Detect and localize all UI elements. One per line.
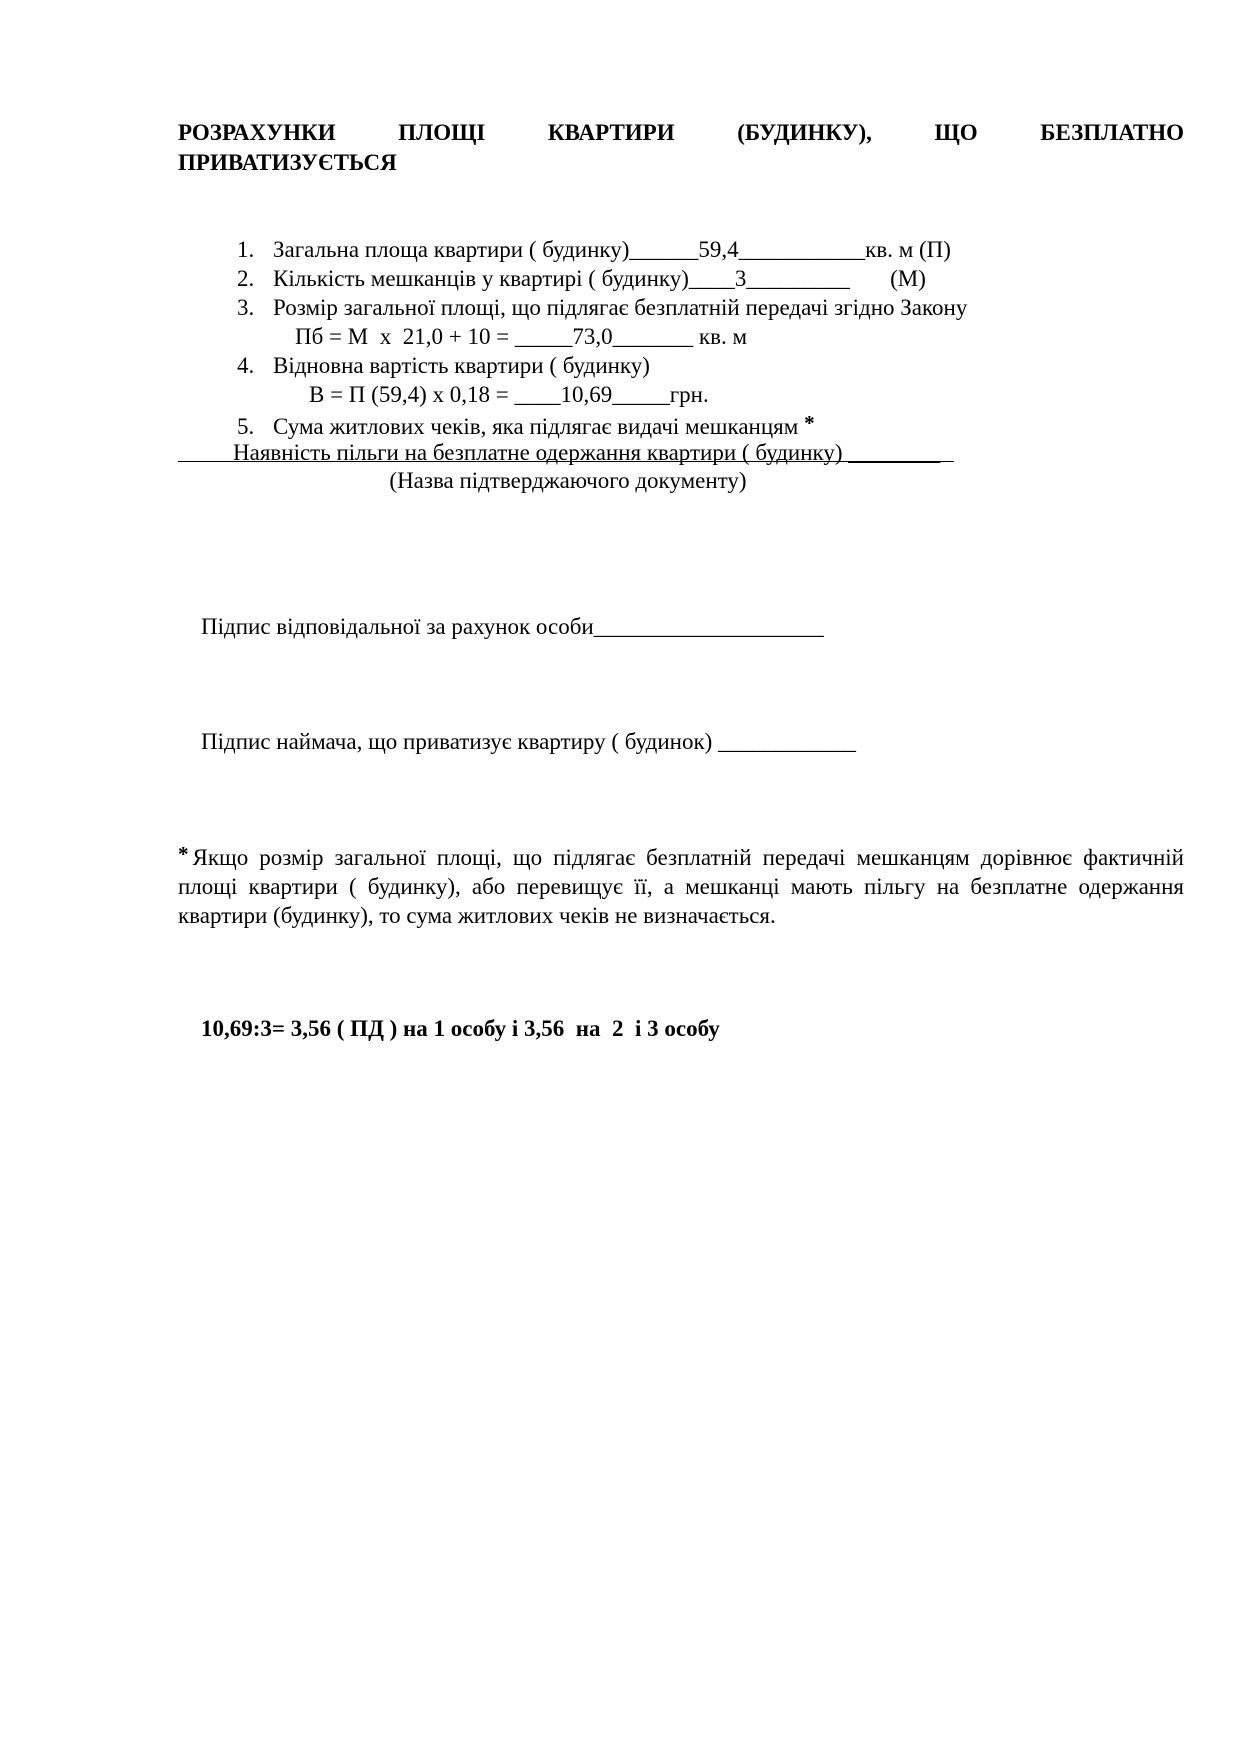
calculation-line [178, 985, 720, 1072]
footnote-text: Якщо розмір загальної площі, що підлягає безплатній передачі мешканцям дорівнює фактичній площі квартири ( будинку), або перевищує її, а мешканці мають пільгу на безплатне одержання квартири (будинку), то сума житлових чеків не визначається. [178, 845, 1184, 928]
document-title [178, 118, 1184, 178]
calculation-text: 10,69:3= 3,56 ( ПД ) на 1 особу і 3,56 на 2 і 3 особу [201, 1016, 720, 1041]
item-5-text: Сума житлових чеків, яка підлягає видачі мешканцям [273, 414, 805, 439]
signature-responsible [178, 583, 824, 670]
document-name-rule [178, 461, 954, 462]
item-1-text: Загальна площа квартири ( будинку)______59,4___________кв. м (П) [273, 237, 951, 262]
item-2-number: 2. [237, 266, 255, 291]
item-5-number: 5. [237, 414, 255, 439]
benefit-line-text: Наявність пільги на безплатне одержання квартири ( будинку) ________ [233, 440, 941, 465]
signature-responsible-text: Підпис відповідальної за рахунок особи____________________ [201, 614, 824, 639]
signature-tenant [178, 698, 856, 785]
title-line-1: РОЗРАХУНКИ ПЛОЩІ КВАРТИРИ (БУДИНКУ), ЩО БЕЗПЛАТНО [178, 120, 1184, 145]
footnote-marker: * [178, 842, 189, 866]
signature-tenant-text: Підпис наймача, що приватизує квартиру ( будинок) ____________ [201, 729, 857, 754]
item-1-number: 1. [237, 237, 255, 262]
item-4-text: Відновна вартість квартири ( будинку) [273, 353, 650, 378]
item-3-formula-text: Пб = М х 21,0 + 10 = _____73,0_______ кв. м [295, 324, 748, 349]
item-5-footnote-marker: * [804, 411, 815, 435]
document-name-caption: (Назва підтверджаючого документу) [389, 468, 747, 493]
title-line-2: ПРИВАТИЗУЄТЬСЯ [178, 150, 397, 175]
item-3-text: Розмір загальної площі, що підлягає безплатній передачі згідно Закону [273, 295, 968, 320]
item-2-text: Кількість мешканців у квартирі ( будинку)____3_________ (М) [273, 266, 926, 291]
item-4-formula-text: В = П (59,4) х 0,18 = ____10,69_____грн. [309, 382, 709, 407]
footnote [178, 840, 1184, 930]
item-3-number: 3. [237, 295, 255, 320]
item-4-number: 4. [237, 353, 255, 378]
